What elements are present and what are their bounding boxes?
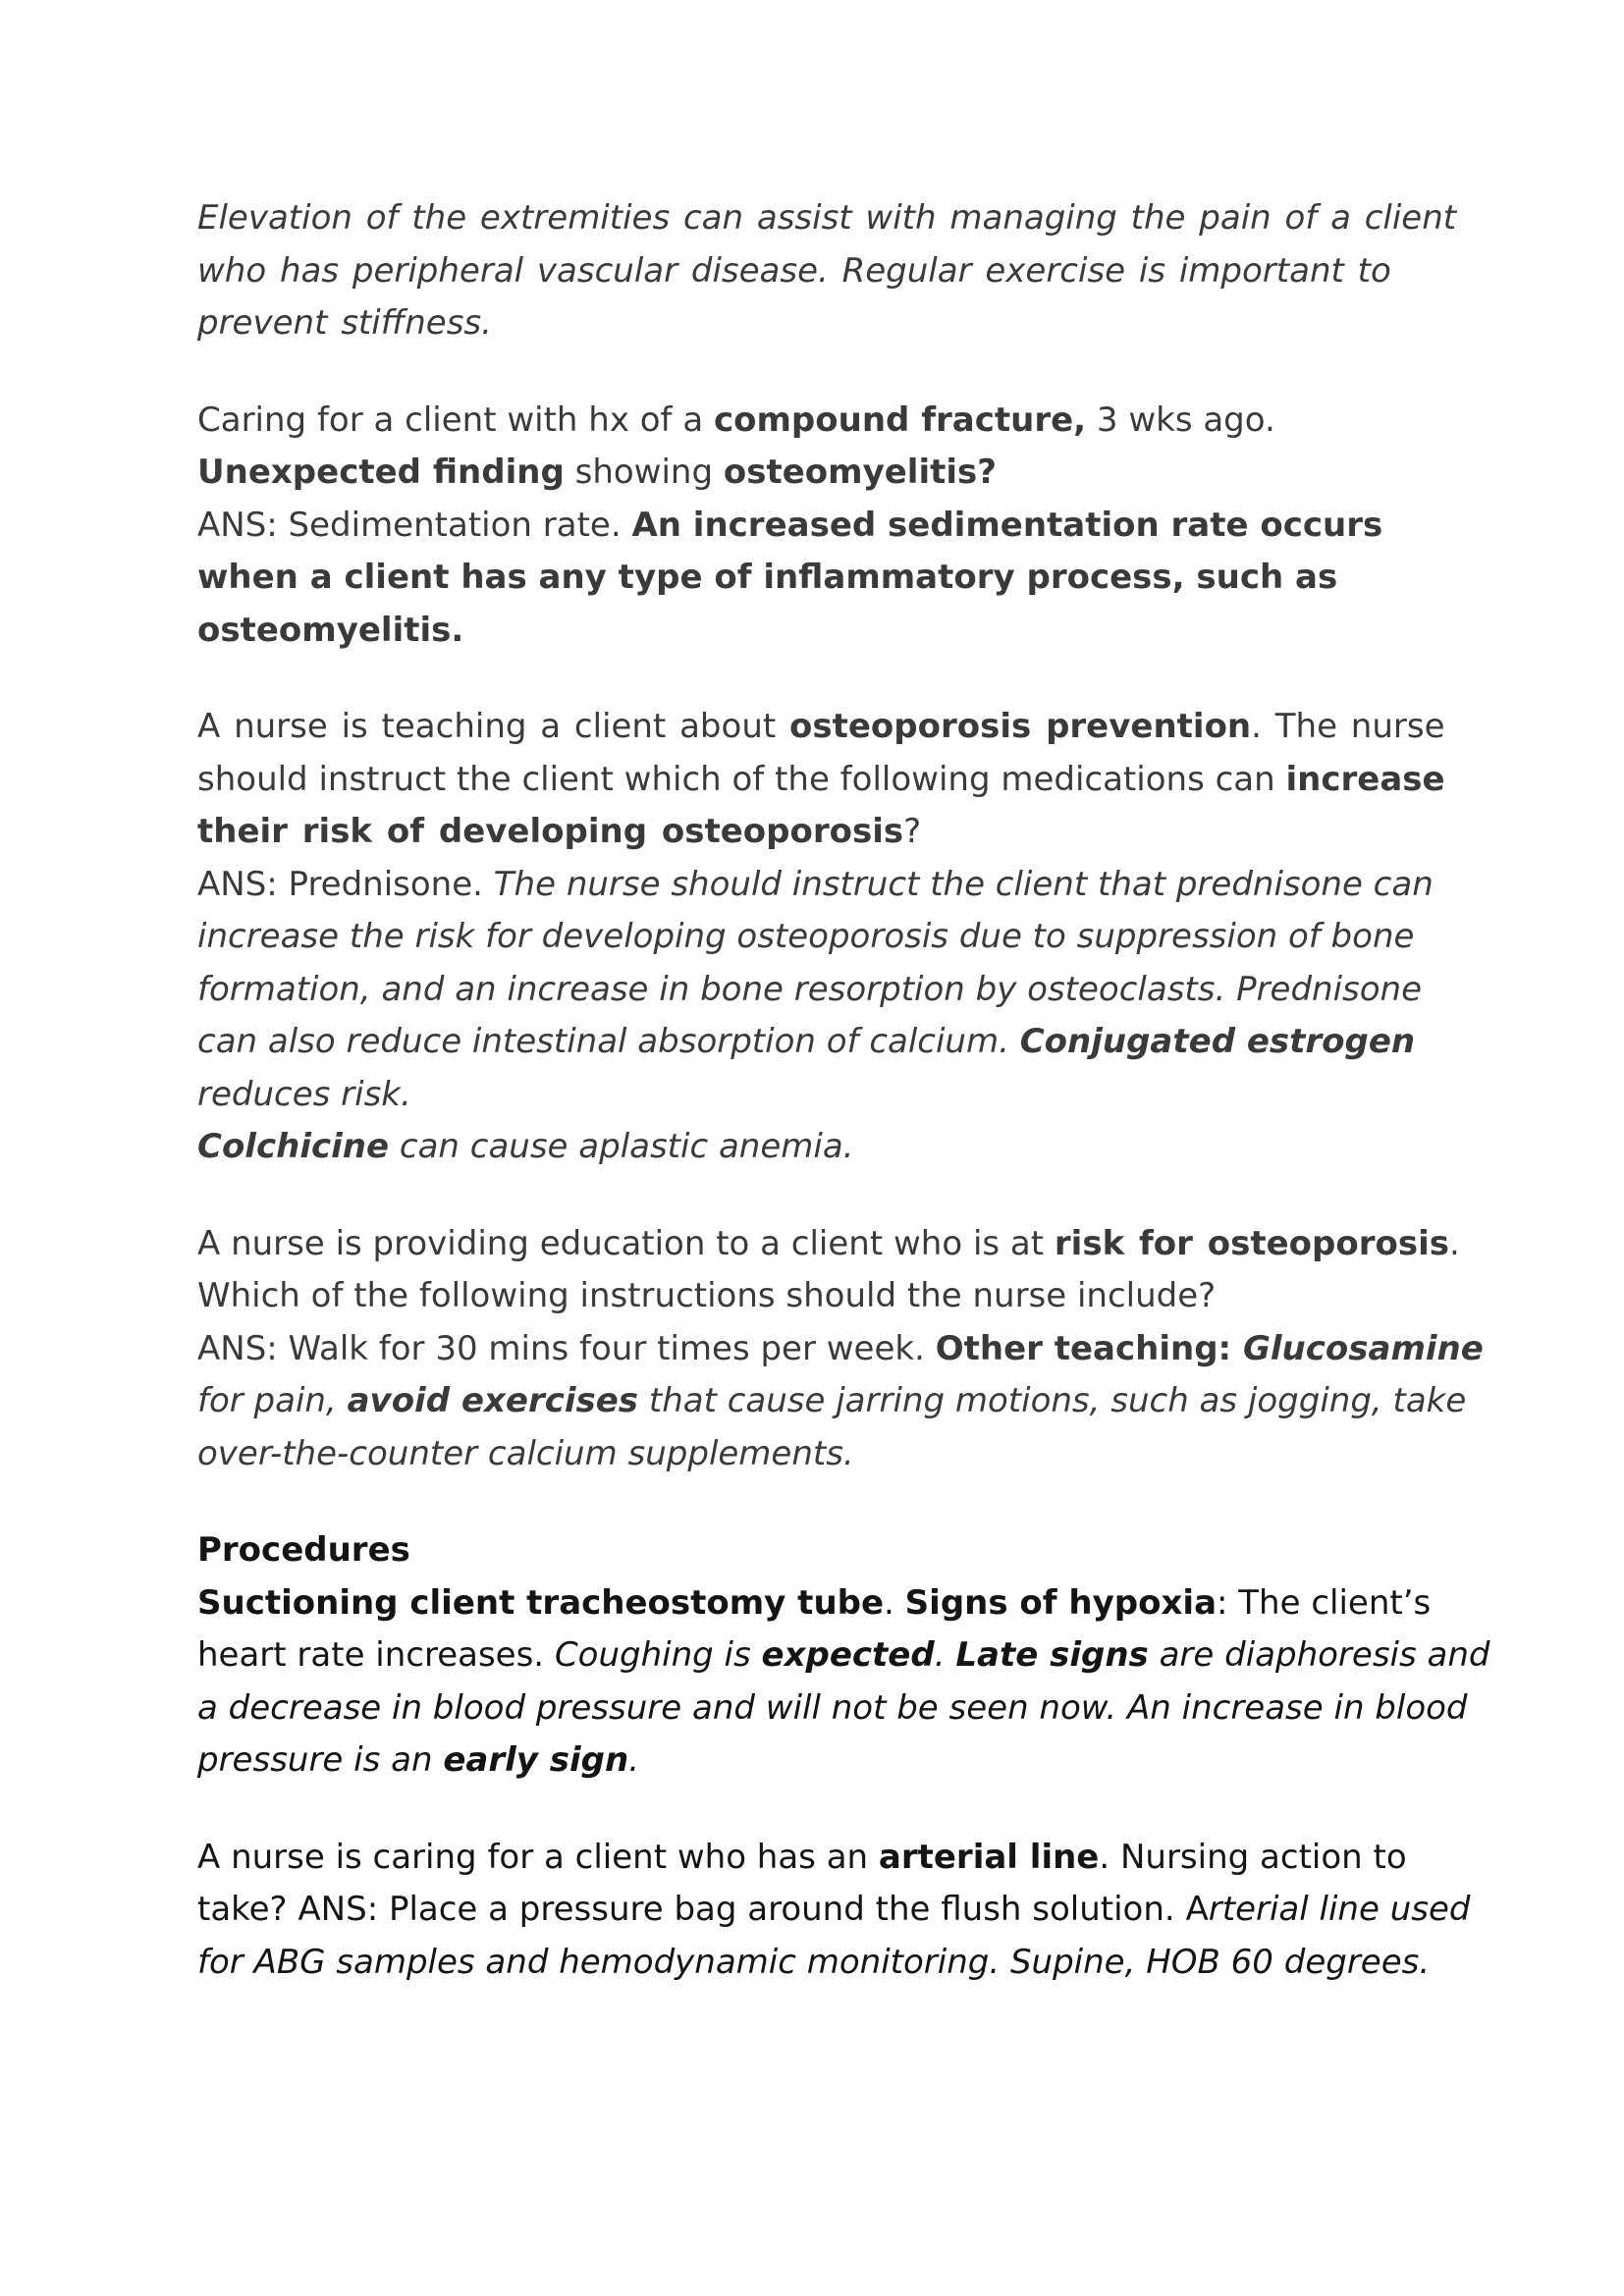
bold-run: Other teaching: (935, 1328, 1243, 1368)
text-line: over-the-counter calcium supplements. (197, 1433, 854, 1473)
text-line (197, 1323, 1484, 1376)
text-line (197, 1016, 1474, 1069)
italic-run: can cause aplastic anemia. (389, 1127, 854, 1166)
bold-run: osteomyelitis? (723, 453, 997, 492)
text-line (197, 859, 1474, 912)
text-line: prevent stiffness. (197, 303, 492, 343)
text-run: ? (903, 812, 922, 851)
text-run: ANS: Walk for 30 mins four times per week. (197, 1328, 936, 1368)
italic-run: are diaphoresis and (1148, 1635, 1490, 1675)
text-line: increase the risk for developing osteoporosis due to suppression of bone (197, 917, 1415, 956)
paragraph-arterial-line (197, 1832, 1474, 1990)
text-run: showing (564, 453, 724, 492)
text-run: take? ANS: Place a pressure bag around the flush solution. A (197, 1890, 1209, 1929)
text-line: who has peripheral vascular disease. Regular exercise is important to (197, 250, 1391, 291)
bold-italic-run: Conjugated estrogen (1019, 1022, 1416, 1061)
text-line (197, 447, 1474, 500)
bold-run: An increased sedimentation rate occurs (631, 505, 1383, 545)
text-run: heart rate increases. (197, 1635, 555, 1675)
italic-run: pressure is an (197, 1740, 444, 1780)
bold-run: Unexpected finding (197, 453, 565, 492)
text-line: reduces risk. (197, 1074, 411, 1114)
bold-italic-run: early sign (443, 1740, 629, 1780)
text-line: osteomyelitis. (197, 610, 464, 650)
text-line (197, 1629, 1490, 1682)
text-line: when a client has any type of inflammatory process, such as (197, 558, 1338, 597)
italic-run: . (934, 1635, 956, 1675)
text-run: . (1449, 1223, 1460, 1263)
italic-run: Coughing is (554, 1635, 762, 1675)
text-line (197, 701, 1474, 754)
text-line (197, 1218, 1474, 1271)
text-line: for ABG samples and hemodynamic monitoring. Supine, HOB 60 degrees. (197, 1942, 1431, 1982)
italic-run: The nurse should instruct the client that prednisone can (493, 864, 1434, 904)
text-line (197, 806, 1474, 859)
text-line (197, 1121, 1474, 1174)
bold-italic-run: Late signs (955, 1635, 1149, 1675)
text-run: ANS: Prednisone. (197, 864, 494, 904)
bold-italic-run: avoid exercises (347, 1381, 639, 1420)
bold-italic-run: Colchicine (197, 1127, 390, 1166)
text-line (197, 1735, 1474, 1788)
italic-run: . (628, 1740, 639, 1780)
bold-run: Signs of hypoxia (904, 1582, 1218, 1623)
bold-italic-run: Glucosamine (1242, 1328, 1484, 1368)
bold-run: increase (1285, 759, 1445, 799)
text-run: A nurse is teaching a client about (197, 707, 790, 746)
italic-run: rterial line used (1208, 1890, 1471, 1929)
paragraph-pvd-elevation (197, 192, 1474, 350)
document-body (197, 192, 1490, 2033)
section-procedures (197, 1524, 1490, 1788)
paragraph-risk-for-osteoporosis (197, 1218, 1484, 1481)
bold-run: risk for osteoporosis (1054, 1223, 1449, 1263)
bold-run: osteoporosis prevention (789, 707, 1252, 746)
text-line (197, 754, 1474, 807)
text-line: Elevation of the extremities can assist with managing the pain of a client (197, 198, 1457, 238)
section-heading: Procedures (197, 1530, 410, 1570)
text-line (197, 1832, 1474, 1885)
text-run: . Nursing action to (1099, 1837, 1407, 1877)
text-run: . (884, 1582, 905, 1623)
text-line: a decrease in blood pressure and will not be seen now. An increase in blood (197, 1687, 1468, 1728)
paragraph-osteoporosis-prevention (197, 701, 1474, 1174)
text-run: : The client’s (1217, 1582, 1432, 1623)
bold-run: compound fracture, (713, 400, 1087, 440)
text-line: formation, and an increase in bone resorption by osteoclasts. Prednisone (197, 969, 1423, 1009)
text-run: Caring for a client with hx of a (197, 400, 714, 440)
bold-run: arterial line (878, 1837, 1100, 1877)
text-run: . The nurse (1251, 707, 1445, 746)
bold-run: Suctioning client tracheostomy tube (197, 1582, 885, 1623)
text-run: should instruct the client which of the following medications can (197, 759, 1286, 799)
text-run: ANS: Sedimentation rate. (197, 505, 632, 545)
text-run: A nurse is providing education to a client who is at (197, 1223, 1055, 1263)
text-line (197, 395, 1474, 448)
italic-run: that cause jarring motions, such as jogging, take (638, 1381, 1467, 1420)
bold-italic-run: expected (761, 1635, 935, 1675)
text-line (197, 1577, 1474, 1630)
paragraph-compound-fracture (197, 395, 1474, 658)
text-line: Which of the following instructions should the nurse include? (197, 1276, 1217, 1315)
text-run: A nurse is caring for a client who has an (197, 1837, 879, 1877)
bold-run: their risk of developing osteoporosis (197, 812, 904, 851)
text-line (197, 1375, 1474, 1428)
text-line (197, 500, 1474, 553)
italic-run: for pain, (197, 1381, 348, 1420)
text-run: 3 wks ago. (1086, 400, 1275, 440)
italic-run: can also reduce intestinal absorption of calcium. (197, 1022, 1020, 1061)
text-line (197, 1884, 1474, 1937)
